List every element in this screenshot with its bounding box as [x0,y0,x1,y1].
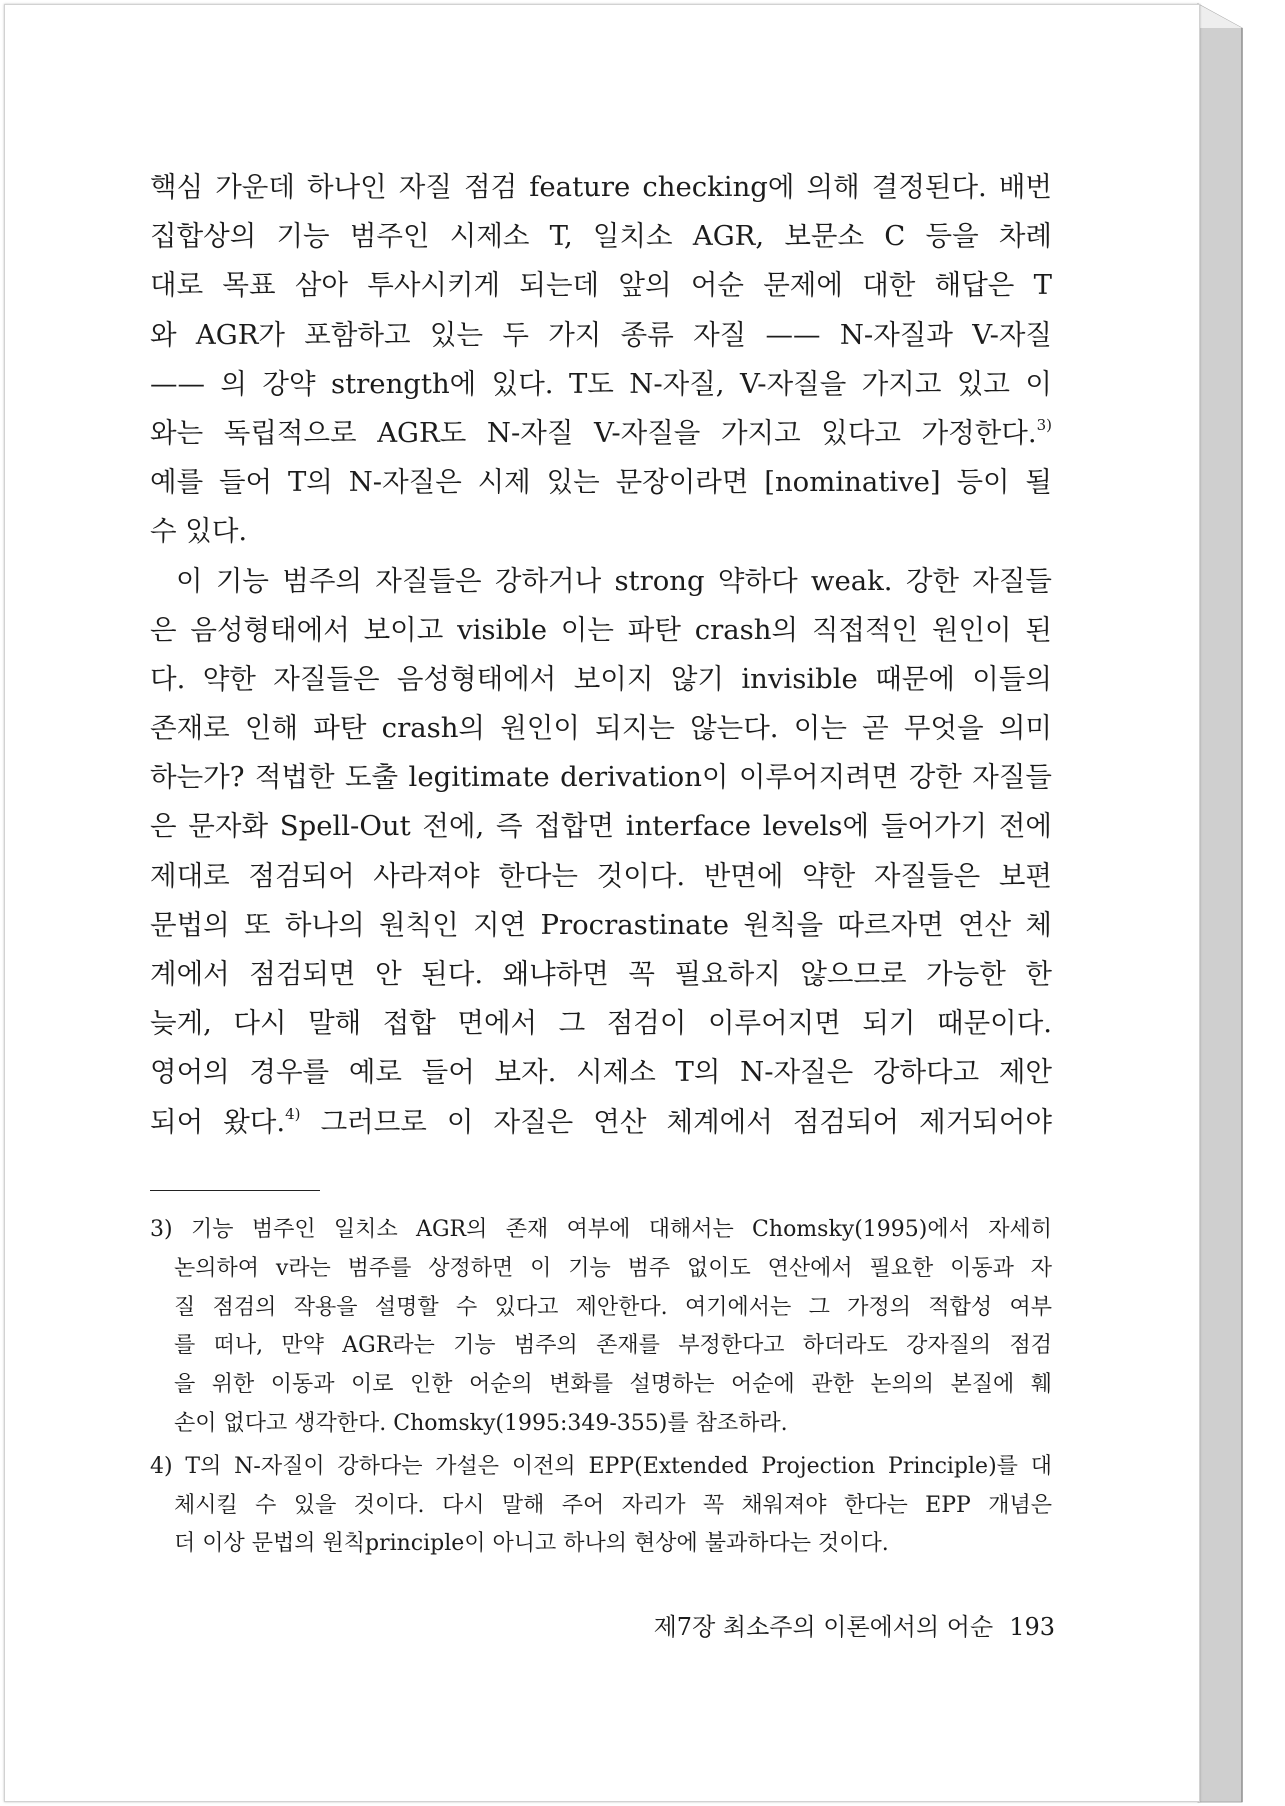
body-line: 예를 들어 T의 N-자질은 시제 있는 문장이라면 [nominative] 등이 될 [150,466,1052,499]
body-line: 수 있다. [150,515,248,548]
body-line: 핵심 가운데 하나인 자질 점검 feature checking에 의해 결정된다. 배번 [150,171,1052,203]
body-line-text: 그러므로 이 자질은 연산 체계에서 점검되어 제거되어야 [320,1105,1052,1138]
running-footer [654,1612,1055,1642]
footnote-line: 를 떠나, 만약 AGR라는 기능 범주의 존재를 부정한다고 하더라도 강자질의 점검 [174,1333,1052,1359]
body-text [150,163,1052,1147]
body-line: 다. 약한 자질들은 음성형태에서 보이지 않기 invisible 때문에 이들의 [150,662,1052,695]
chapter-title: 제7장 최소주의 이론에서의 어순 [653,1613,994,1641]
footnote-line: 3) 기능 범주인 일치소 AGR의 존재 여부에 대해서는 Chomsky(1995)에서 자세히 [150,1217,1052,1242]
footnote-line: 4) T의 N-자질이 강하다는 가설은 이전의 EPP(Extended Projection Principle)를 대 [150,1453,1052,1479]
footnote-mark-4: 4) [285,1104,301,1123]
body-line: 은 문자화 Spell-Out 전에, 즉 접합면 interface levels에 들어가기 전에 [150,810,1052,843]
body-line: 은 음성형태에서 보이고 visible 이는 파탄 crash의 직접적인 원인이 된 [150,613,1052,646]
body-line: 하는가? 적법한 도출 legitimate derivation이 이루어지려면 강한 자질들 [150,761,1052,794]
body-line: 대로 목표 삼아 투사시키게 되는데 앞의 어순 문제에 대한 해답은 T [150,269,1052,302]
footnote-3 [150,1211,1052,1444]
body-line: 집합상의 기능 범주인 시제소 T, 일치소 AGR, 보문소 C 등을 차례 [150,220,1052,253]
body-line: 계에서 점검되면 안 된다. 왜냐하면 꼭 필요하지 않으므로 가능한 한 [150,958,1052,990]
body-line: 제대로 점검되어 사라져야 한다는 것이다. 반면에 약한 자질들은 보편 [150,859,1052,892]
footnote-line: 논의하여 v라는 범주를 상정하면 이 기능 범주 없이도 연산에서 필요한 이동과 자 [174,1255,1052,1281]
footnote-line: 을 위한 이동과 이로 인한 어순의 변화를 설명하는 어순에 관한 논의의 본질에 훼 [174,1372,1052,1398]
body-line-text: 와는 독립적으로 AGR도 N-자질 V-자질을 가지고 있다고 가정한다. [150,416,1037,449]
footnote-line: 질 점검의 작용을 설명할 수 있다고 제안한다. 여기에서는 그 가정의 적합성 여부 [174,1294,1052,1320]
body-line: 이 기능 범주의 자질들은 강하거나 strong 약하다 weak. 강한 자질들 [176,564,1052,597]
body-line [150,409,1052,458]
body-line: 문법의 또 하나의 원칙인 지연 Procrastinate 원칙을 따르자면 연산 체 [150,908,1052,941]
body-line: 늦게, 다시 말해 접합 면에서 그 점검이 이루어지면 되기 때문이다. [150,1007,1053,1040]
body-line: 와 AGR가 포함하고 있는 두 가지 종류 자질 —— N-자질과 V-자질 [150,318,1052,351]
footnotes [150,1211,1052,1564]
body-line: —— 의 강약 strength에 있다. T도 N-자질, V-자질을 가지고 있고 이 [150,367,1052,400]
footnote-line: 체시킬 수 있을 것이다. 다시 말해 주어 자리가 꼭 채워져야 한다는 EPP 개념은 [174,1492,1052,1518]
body-line-text: 되어 왔다. [150,1105,286,1138]
body-line: 영어의 경우를 예로 들어 보자. 시제소 T의 N-자질은 강하다고 제안 [150,1056,1052,1089]
footnote-line: 손이 없다고 생각한다. Chomsky(1995:349-355)를 참조하라. [174,1410,788,1436]
footnote-line: 더 이상 문법의 원칙principle이 아니고 하나의 현상에 불과하다는 것이다. [174,1531,889,1557]
body-line: 존재로 인해 파탄 crash의 원인이 되지는 않는다. 이는 곧 무엇을 의미 [150,712,1052,745]
page-number: 193 [1009,1613,1055,1641]
footnote-mark-3: 3) [1036,415,1052,434]
body-line [150,1098,1052,1147]
footnote-4 [150,1448,1052,1564]
footnote-divider [150,1190,320,1191]
